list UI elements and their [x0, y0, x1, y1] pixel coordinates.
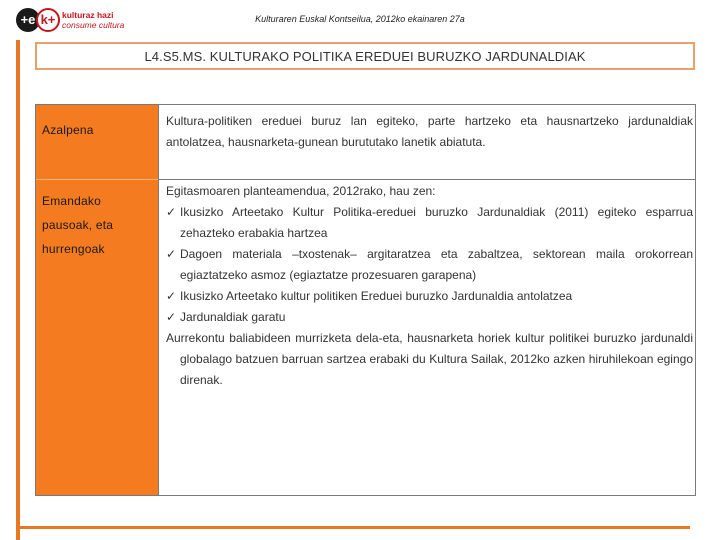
row-divider-left [36, 179, 158, 180]
row-label-line: hurrengoak [42, 242, 105, 256]
intro-text: Egitasmoaren planteamendua, 2012rako, hau zen: [166, 184, 436, 198]
check-list-item [166, 202, 693, 244]
check-item-text: Ikusizko Arteetako kultur politiken Ereduei buruzko Jardunaldia antolatzea [180, 289, 573, 303]
row-label-line: Emandako [42, 194, 101, 208]
check-icon: ✓ [166, 289, 177, 303]
check-list-item [166, 307, 693, 328]
row-label-azalpena: Azalpena [42, 123, 94, 137]
check-icon: ✓ [166, 247, 177, 261]
logo-text [62, 10, 124, 30]
row-text-azalpena: Kultura-politiken ereduei buruz lan egiteko, parte hartzeko eta hausnartzeko jardunaldiak antolatzea, hausnarketa-gunean burututako lanetik abiatuta. [166, 114, 693, 149]
check-list-item [166, 244, 693, 286]
logo [16, 8, 126, 36]
row-divider [158, 179, 695, 180]
page-title: L4.S5.MS. KULTURAKO POLITIKA EREDUEI BURUZKO JARDUNALDIAK [144, 49, 586, 64]
column-divider [158, 105, 159, 495]
logo-mark-k: k+ [36, 8, 60, 32]
info-table [35, 104, 696, 496]
bottom-accent-line [16, 526, 690, 529]
logo-line-1: kulturaz hazi [62, 10, 114, 20]
row-label-emandako [42, 189, 113, 261]
left-accent-line [16, 40, 20, 540]
row-content-emandako [166, 181, 693, 391]
closing-text: Aurrekontu baliabideen murrizketa dela-eta, hausnarketa horiek kultur politikei buruzko jardunaldi globalago batzuen barruan sartzea erabaki du Kultura Sailak, 2012ko azken hiruhilekoan egingo direnak. [166, 331, 693, 387]
logo-line-2: consume cultura [62, 20, 125, 30]
check-item-text: Dagoen materiala –txostenak– argitaratzea eta zabaltzea, sektorean maila orokorrean egiaztatzeko asmoz (egiaztatze prozesuaren garapena) [180, 247, 693, 282]
check-item-text: Jardunaldiak garatu [180, 310, 286, 324]
title-box [35, 42, 695, 70]
check-icon: ✓ [166, 205, 177, 219]
check-icon: ✓ [166, 310, 177, 324]
row-label-line: pausoak, eta [42, 218, 114, 232]
check-item-text: Ikusizko Arteetako Kultur Politika-ereduei buruzko Jardunaldiak (2011) egiteko esparrua zehazteko erabakia hartzea [180, 205, 693, 240]
label-column [36, 105, 158, 495]
header-note: Kulturaren Euskal Kontseilua, 2012ko ekainaren 27a [255, 14, 465, 24]
logo-mark-e: +e [16, 8, 40, 32]
check-list-item [166, 286, 693, 307]
